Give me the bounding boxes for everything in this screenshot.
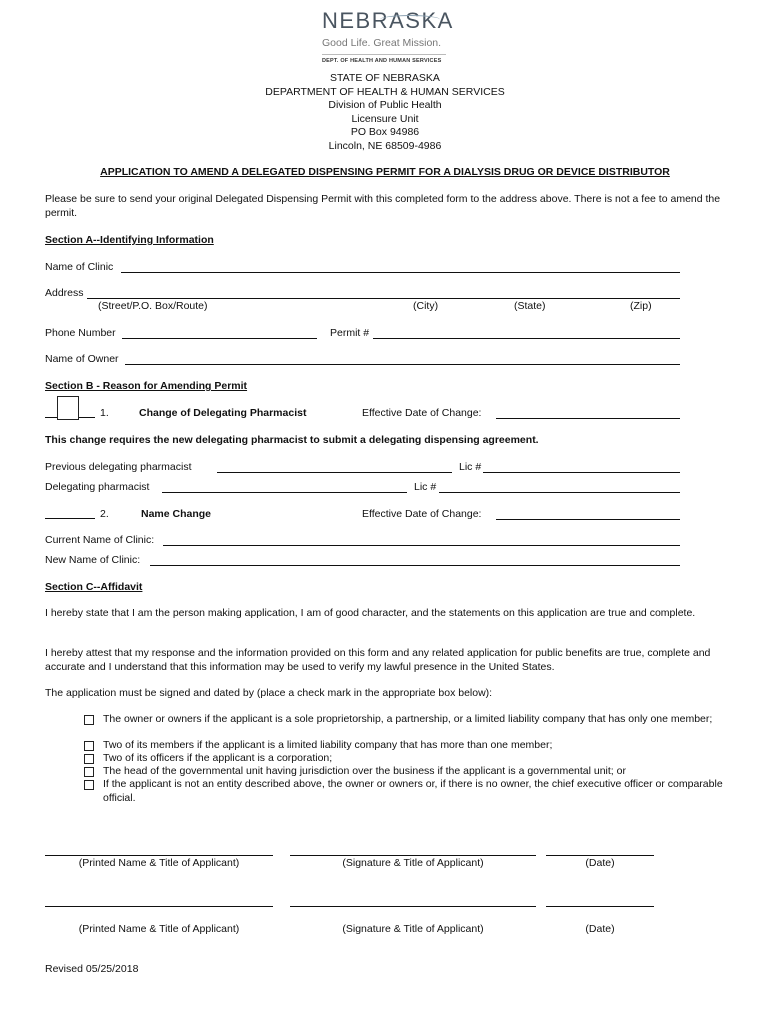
owner-label: Name of Owner <box>45 353 119 365</box>
name-of-clinic-label: Name of Clinic <box>45 261 114 273</box>
current-name-field[interactable] <box>163 545 680 546</box>
section-b-heading: Section B - Reason for Amending Permit <box>45 380 248 392</box>
delegating-lic-field[interactable] <box>439 492 680 493</box>
phone-field[interactable] <box>122 338 317 339</box>
requirement-note: This change requires the new delegating pharmacist to submit a delegating dispensing agreement. <box>45 434 539 446</box>
header-division: Division of Public Health <box>328 99 442 111</box>
delegating-pharmacist-field[interactable] <box>162 492 407 493</box>
name-of-clinic-field[interactable] <box>121 272 680 273</box>
item2-label: Name Change <box>141 508 212 520</box>
header-department: DEPARTMENT OF HEALTH & HUMAN SERVICES <box>265 85 505 98</box>
previous-lic-label: Lic # <box>459 461 482 473</box>
printed-name-caption-2: (Printed Name & Title of Applicant) <box>78 923 240 935</box>
state-caption: (State) <box>514 300 546 312</box>
address-label: Address <box>45 287 84 299</box>
item2-check-line[interactable] <box>45 518 95 519</box>
logo-swoosh <box>380 15 440 24</box>
option-5-text: If the applicant is not an entity described above, the owner or owners or, if there is no owner, the chief executive officer or comparable official. <box>103 778 723 804</box>
printed-name-line-1[interactable] <box>45 855 273 856</box>
header-unit: Licensure Unit <box>351 112 419 125</box>
date-line-2[interactable] <box>546 906 654 907</box>
affidavit-para-2: I hereby attest that my response and the information provided on this form and any related application for public benefits are true, complete and accurate and I understand that this information may be used to verify my lawful presence in the United States. <box>45 647 711 673</box>
logo-name: NEBRASKA <box>322 8 454 33</box>
section-c-heading: Section C--Affidavit <box>45 581 143 593</box>
permit-field[interactable] <box>373 338 680 339</box>
option-2-checkbox[interactable] <box>84 741 94 751</box>
delegating-pharmacist-label: Delegating pharmacist <box>45 481 150 493</box>
option-3-text: Two of its officers if the applicant is a corporation; <box>103 752 333 764</box>
item2-effective-label: Effective Date of Change: <box>362 508 482 520</box>
city-caption: (City) <box>413 300 439 312</box>
previous-pharmacist-label: Previous delegating pharmacist <box>45 461 192 473</box>
previous-pharmacist-field[interactable] <box>217 472 452 473</box>
item1-effective-label: Effective Date of Change: <box>362 407 482 419</box>
item1-effective-field[interactable] <box>496 418 680 419</box>
option-2-text: Two of its members if the applicant is a limited liability company that has more than one member; <box>103 739 553 751</box>
item1-checkbox[interactable] <box>57 396 79 420</box>
header-po-box: PO Box 94986 <box>350 126 420 138</box>
header-city: Lincoln, NE 68509-4986 <box>328 139 442 152</box>
logo-divider <box>322 54 446 55</box>
signature-line-2[interactable] <box>290 906 536 907</box>
logo-tagline: Good Life. Great Mission. <box>322 37 442 49</box>
date-line-1[interactable] <box>546 855 654 856</box>
affidavit-para-3: The application must be signed and dated by (place a check mark in the appropriate box below): <box>45 687 493 699</box>
item2-number: 2. <box>100 508 109 520</box>
delegating-lic-label: Lic # <box>414 481 437 493</box>
option-3-checkbox[interactable] <box>84 754 94 764</box>
date-caption-2: (Date) <box>585 923 615 935</box>
item2-effective-field[interactable] <box>496 519 680 520</box>
agency-header <box>0 72 770 153</box>
header-state: STATE OF NEBRASKA <box>330 72 440 84</box>
signature-caption-1: (Signature & Title of Applicant) <box>342 857 484 869</box>
date-caption-1: (Date) <box>585 857 615 869</box>
affidavit-para-1: I hereby state that I am the person making application, I am of good character, and the statements on this application are true and complete. <box>45 607 696 619</box>
printed-name-line-2[interactable] <box>45 906 273 907</box>
new-name-field[interactable] <box>150 565 680 566</box>
signature-line-1[interactable] <box>290 855 536 856</box>
item1-number: 1. <box>100 407 109 419</box>
new-name-label: New Name of Clinic: <box>45 554 141 566</box>
street-caption: (Street/P.O. Box/Route) <box>98 300 208 312</box>
zip-caption: (Zip) <box>630 300 652 312</box>
option-5-checkbox[interactable] <box>84 780 94 790</box>
revised-date: Revised 05/25/2018 <box>45 963 139 975</box>
option-1-checkbox[interactable] <box>84 715 94 725</box>
form-title: APPLICATION TO AMEND A DELEGATED DISPENSING PERMIT FOR A DIALYSIS DRUG OR DEVICE DISTRIBUTOR <box>100 166 670 178</box>
printed-name-caption-1: (Printed Name & Title of Applicant) <box>78 857 240 869</box>
previous-lic-field[interactable] <box>483 472 680 473</box>
section-a-heading: Section A--Identifying Information <box>45 234 214 246</box>
current-name-label: Current Name of Clinic: <box>45 534 155 546</box>
option-4-text: The head of the governmental unit having jurisdiction over the business if the applicant is a governmental unit; or <box>103 765 626 777</box>
option-4-checkbox[interactable] <box>84 767 94 777</box>
phone-label: Phone Number <box>45 327 116 339</box>
address-field[interactable] <box>87 298 680 299</box>
item1-label: Change of Delegating Pharmacist <box>139 407 307 419</box>
owner-field[interactable] <box>125 364 680 365</box>
nebraska-logo <box>320 6 455 64</box>
intro-text: Please be sure to send your original Delegated Dispensing Permit with this completed form to the address above. There is not a fee to amend the permit. <box>45 193 721 219</box>
logo-dept: DEPT. OF HEALTH AND HUMAN SERVICES <box>322 58 442 64</box>
signature-caption-2: (Signature & Title of Applicant) <box>342 923 484 935</box>
permit-label: Permit # <box>330 327 370 339</box>
option-1-text: The owner or owners if the applicant is a sole proprietorship, a partnership, or a limited liability company that has only one member; <box>103 713 713 725</box>
